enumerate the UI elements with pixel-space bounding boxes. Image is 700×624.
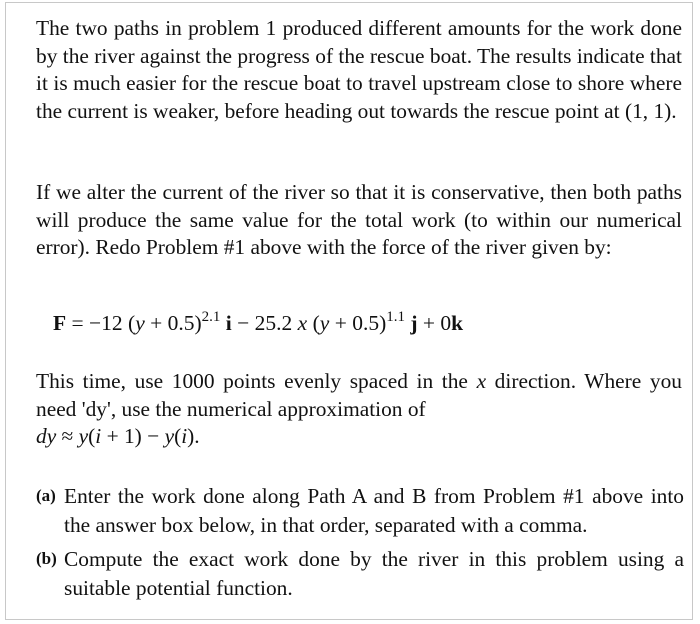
eq-y1: y [135,311,145,335]
eq-F: F [53,311,67,335]
p3-x: x [476,369,487,393]
dy-i2: i [181,424,188,448]
item-text: Enter the work done along Path A and B from Problem #1 above into the answer box below, in that order, separated with a comma. [64,484,684,537]
item-label: (a) [36,486,56,505]
dy-mid1: ( [88,424,96,448]
paragraph-intro: The two paths in problem 1 produced different amounts for the work done by the river against the progress of the rescue boat. The results indicate that it is much easier for the rescue boat to travel upstream close to shore where the current is weaker, before heading out towards the rescue point at (1, 1). [36,16,682,123]
item-text: Compute the exact work done by the river in this problem using a suitable potential function. [64,547,684,600]
eq-i: i [225,311,232,335]
eq-term1: −12 ( [89,311,136,335]
question-item-b [36,545,684,602]
dy-y2: y [164,424,175,448]
eq-term1b: + 0.5) [144,311,202,335]
p3-end: direction. Where you need 'dy', use the numerical approximation of [36,369,682,421]
p3-start: This time, use 1000 points evenly spaced in the [36,369,477,393]
item-label: (b) [36,549,57,568]
eq-minus: − [231,311,255,335]
eq-x: x [297,311,308,335]
eq-term2c: + 0.5) [329,311,387,335]
dy-i1: i [95,424,102,448]
dy-mid2: + 1) − [101,424,165,448]
dy-mid3: ( [174,424,182,448]
approx-symbol: ≈ [56,424,79,448]
eq-exp2: 1.1 [386,309,405,325]
dy-mid4: ). [187,424,200,448]
question-item-a [36,482,684,539]
force-equation [53,311,463,336]
eq-plus0: + 0 [417,311,452,335]
eq-y2: y [319,311,330,335]
dy-symbol: dy [36,424,57,448]
dy-approximation [36,424,200,449]
eq-term2: 25.2 [254,311,298,335]
eq-exp1: 2.1 [201,309,221,325]
dy-y1: y [78,424,89,448]
paragraph-instructions [36,368,682,423]
paragraph-conservative: If we alter the current of the river so that it is conservative, then both paths will produce the same value for the total work (to within our numerical error). Redo Problem #1 above with the force of the river given by: [36,180,682,260]
eq-j: j [410,311,418,335]
eq-term2b: ( [307,311,320,335]
eq-equals: = [66,311,90,335]
eq-k: k [451,311,464,335]
